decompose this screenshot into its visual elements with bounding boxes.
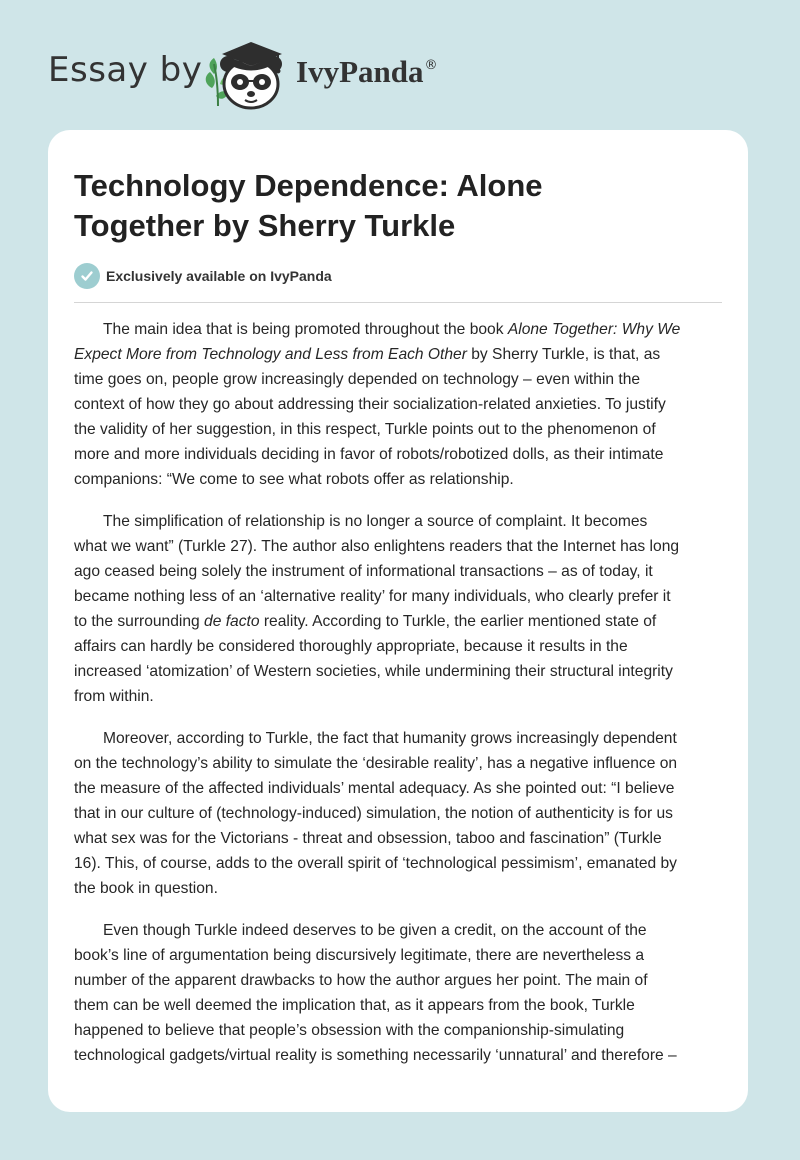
text-line: Even though Turkle indeed deserves to be given a credit, on the account of the xyxy=(103,922,647,939)
italic-text: Alone Together: Why We xyxy=(507,321,681,338)
essay-paragraph xyxy=(74,317,722,492)
text-line: the validity of her suggestion, in this respect, Turkle points out to the phenomenon of xyxy=(74,421,656,438)
essay-by-label: Essay by xyxy=(48,50,203,90)
registered-mark: ® xyxy=(424,58,438,73)
title-line: Together by Sherry Turkle xyxy=(74,208,456,243)
text-line: technological gadgets/virtual reality is something necessarily ‘unnatural’ and therefore – xyxy=(74,1047,677,1064)
italic-text: Expect More from Technology and Less from Each Other xyxy=(74,346,467,363)
text-line: the book in question. xyxy=(74,880,218,897)
text-line: time goes on, people grow increasingly depended on technology – even within the xyxy=(74,371,641,388)
text-segment: The main idea that is being promoted throughout the book xyxy=(103,321,508,338)
text-line: ago ceased being solely the instrument of informational transactions – as of today, it xyxy=(74,563,653,580)
badge-label: Exclusively available on IvyPanda xyxy=(106,268,332,284)
text-line: from within. xyxy=(74,688,154,705)
exclusive-badge xyxy=(74,263,332,289)
text-line: on the technology’s ability to simulate the ‘desirable reality’, has a negative influence on xyxy=(74,755,678,772)
divider xyxy=(74,302,722,303)
essay-paragraph xyxy=(74,918,722,1068)
text-line: happened to believe that people’s obsession with the companionship-simulating xyxy=(74,1022,625,1039)
text-line: the measure of the affected individuals’ mental adequacy. As she pointed out: “I believe xyxy=(74,780,675,797)
text-line: The simplification of relationship is no longer a source of complaint. It becomes xyxy=(103,513,648,530)
essay-title xyxy=(74,166,714,246)
essay-body xyxy=(74,317,722,1085)
essay-paragraph xyxy=(74,726,722,901)
text-line: context of how they go about addressing their socialization-related anxieties. To justify xyxy=(74,396,666,413)
text-line: what sex was for the Victorians - threat and obsession, taboo and fascination” (Turkle xyxy=(74,830,662,847)
essay-card xyxy=(48,130,748,1112)
brand-name[interactable] xyxy=(296,54,437,90)
text-segment: by Sherry Turkle, is that, as xyxy=(466,346,661,363)
title-line: Technology Dependence: Alone xyxy=(74,168,543,203)
text-segment: reality. According to Turkle, the earlier mentioned state of xyxy=(259,613,657,630)
brand-text: IvyPanda xyxy=(296,54,424,89)
text-line: that in our culture of (technology-induced) simulation, the notion of authenticity is for us xyxy=(74,805,673,822)
text-line: companions: “We come to see what robots offer as relationship. xyxy=(74,471,514,488)
text-line: 16). This, of course, adds to the overall spirit of ‘technological pessimism’, emanated by xyxy=(74,855,677,872)
text-line: number of the apparent drawbacks to how the author argues her point. The main of xyxy=(74,972,648,989)
text-line: became nothing less of an ‘alternative reality’ for many individuals, who clearly prefer it xyxy=(74,588,671,605)
italic-text: de facto xyxy=(204,613,260,630)
site-header xyxy=(0,0,800,120)
checkmark-icon xyxy=(74,263,100,289)
text-segment: to the surrounding xyxy=(74,613,205,630)
text-line: book’s line of argumentation being discursively legitimate, there are nevertheless a xyxy=(74,947,645,964)
text-line: Moreover, according to Turkle, the fact that humanity grows increasingly dependent xyxy=(103,730,677,747)
text-line: affairs can hardly be considered thoroughly appropriate, because it results in the xyxy=(74,638,628,655)
text-line xyxy=(74,342,722,367)
text-line: them can be well deemed the implication that, as it appears from the book, Turkle xyxy=(74,997,635,1014)
essay-paragraph xyxy=(74,509,722,709)
text-line xyxy=(74,317,722,342)
text-line: more and more individuals deciding in favor of robots/robotized dolls, as their intimate xyxy=(74,446,664,463)
text-line: what we want” (Turkle 27). The author also enlightens readers that the Internet has long xyxy=(74,538,680,555)
text-line xyxy=(74,609,722,634)
panda-graduation-cap-icon[interactable] xyxy=(200,34,292,112)
text-line: increased ‘atomization’ of Western societies, while undermining their structural integrity xyxy=(74,663,673,680)
